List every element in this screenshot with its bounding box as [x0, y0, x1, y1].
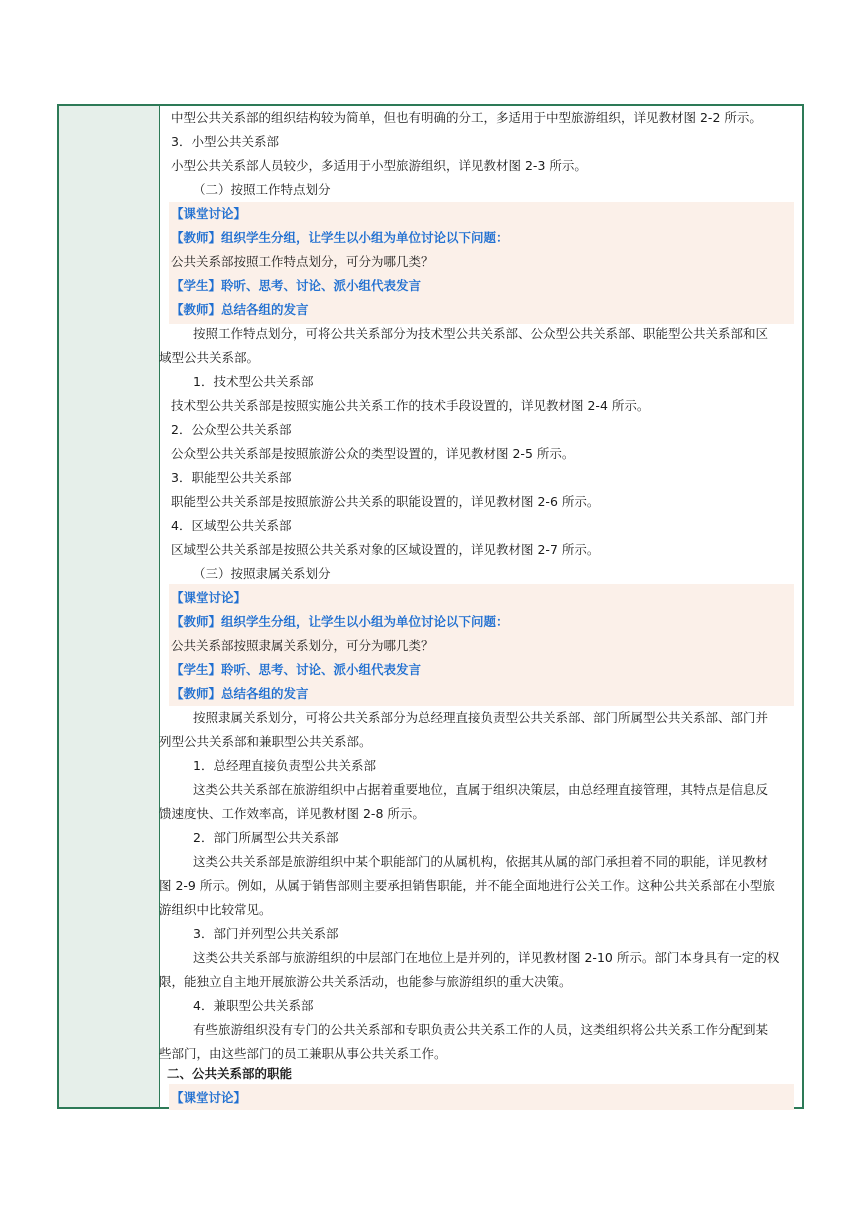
- discussion-question: 公共关系部按照隶属关系划分，可分为哪几类？: [171, 638, 434, 653]
- teacher-summary: 【教师】总结各组的发言: [171, 686, 309, 701]
- teacher-instruction: 【教师】组织学生分组，让学生以小组为单位讨论以下问题：: [171, 230, 509, 245]
- paragraph-line: 按照隶属关系划分，可将公共关系部分为总经理直接负责型公共关系部、部门所属型公共关系部、部门并: [193, 710, 769, 725]
- teacher-instruction: 【教师】组织学生分组，让学生以小组为单位讨论以下问题：: [171, 614, 509, 629]
- paragraph-line: 中型公共关系部的组织结构较为简单，但也有明确的分工，多适用于中型旅游组织，详见教材图 2-2 所示。: [171, 110, 762, 125]
- paragraph-line: 职能型公共关系部是按照旅游公共关系的职能设置的，详见教材图 2-6 所示。: [171, 494, 600, 509]
- paragraph-line: 技术型公共关系部是按照实施公共关系工作的技术手段设置的，详见教材图 2-4 所示。: [171, 398, 650, 413]
- student-activity: 【学生】聆听、思考、讨论、派小组代表发言: [171, 278, 422, 293]
- student-activity: 【学生】聆听、思考、讨论、派小组代表发言: [171, 662, 422, 677]
- paragraph-line: 这类公共关系部是旅游组织中某个职能部门的从属机构，依据其从属的部门承担着不同的职能，详见教材: [193, 854, 769, 869]
- paragraph-line: 按照工作特点划分，可将公共关系部分为技术型公共关系部、公众型公共关系部、职能型公共关系部和区: [193, 326, 769, 341]
- subheading: 3．部门并列型公共关系部: [193, 926, 339, 941]
- subheading: 2．部门所属型公共关系部: [193, 830, 339, 845]
- section-heading: 二、公共关系部的职能: [167, 1066, 293, 1081]
- subheading: 4．区域型公共关系部: [171, 518, 292, 533]
- section-heading: （二）按照工作特点划分: [193, 182, 331, 197]
- discussion-question: 公共关系部按照工作特点划分，可分为哪几类？: [171, 254, 434, 269]
- paragraph-line: 图 2-9 所示。例如，从属于销售部则主要承担销售职能，并不能全面地进行公关工作。这种公共关系部在小型旅: [159, 878, 775, 893]
- section-heading: （三）按照隶属关系划分: [193, 566, 331, 581]
- teacher-summary: 【教师】总结各组的发言: [171, 302, 309, 317]
- paragraph-line: 域型公共关系部。: [159, 350, 260, 365]
- subheading: 1．总经理直接负责型公共关系部: [193, 758, 376, 773]
- lesson-table: [57, 104, 804, 1109]
- subheading: 4．兼职型公共关系部: [193, 998, 314, 1013]
- paragraph-line: 限，能独立自主地开展旅游公共关系活动，也能参与旅游组织的重大决策。: [159, 974, 572, 989]
- discussion-label: 【课堂讨论】: [171, 1090, 247, 1105]
- paragraph-line: 这类公共关系部与旅游组织的中层部门在地位上是并列的，详见教材图 2-10 所示。部门本身具有一定的权: [193, 950, 780, 965]
- paragraph-line: 这类公共关系部在旅游组织中占据着重要地位，直属于组织决策层，由总经理直接管理，其特点是信息反: [193, 782, 769, 797]
- paragraph-line: 公众型公共关系部是按照旅游公众的类型设置的，详见教材图 2-5 所示。: [171, 446, 575, 461]
- paragraph-line: 有些旅游组织没有专门的公共关系部和专职负责公共关系工作的人员，这类组织将公共关系工作分配到某: [193, 1022, 769, 1037]
- paragraph-line: 馈速度快、工作效率高，详见教材图 2-8 所示。: [159, 806, 425, 821]
- discussion-label: 【课堂讨论】: [171, 206, 247, 221]
- content-cell: [161, 106, 802, 1107]
- paragraph-line: 游组织中比较常见。: [159, 902, 272, 917]
- left-column: [59, 106, 160, 1107]
- subheading: 3．小型公共关系部: [171, 134, 279, 149]
- discussion-label: 【课堂讨论】: [171, 590, 247, 605]
- subheading: 1．技术型公共关系部: [193, 374, 314, 389]
- paragraph-line: 列型公共关系部和兼职型公共关系部。: [159, 734, 372, 749]
- subheading: 3．职能型公共关系部: [171, 470, 292, 485]
- paragraph-line: 小型公共关系部人员较少，多适用于小型旅游组织，详见教材图 2-3 所示。: [171, 158, 587, 173]
- paragraph-line: 区域型公共关系部是按照公共关系对象的区域设置的，详见教材图 2-7 所示。: [171, 542, 600, 557]
- paragraph-line: 些部门，由这些部门的员工兼职从事公共关系工作。: [159, 1046, 447, 1061]
- subheading: 2．公众型公共关系部: [171, 422, 292, 437]
